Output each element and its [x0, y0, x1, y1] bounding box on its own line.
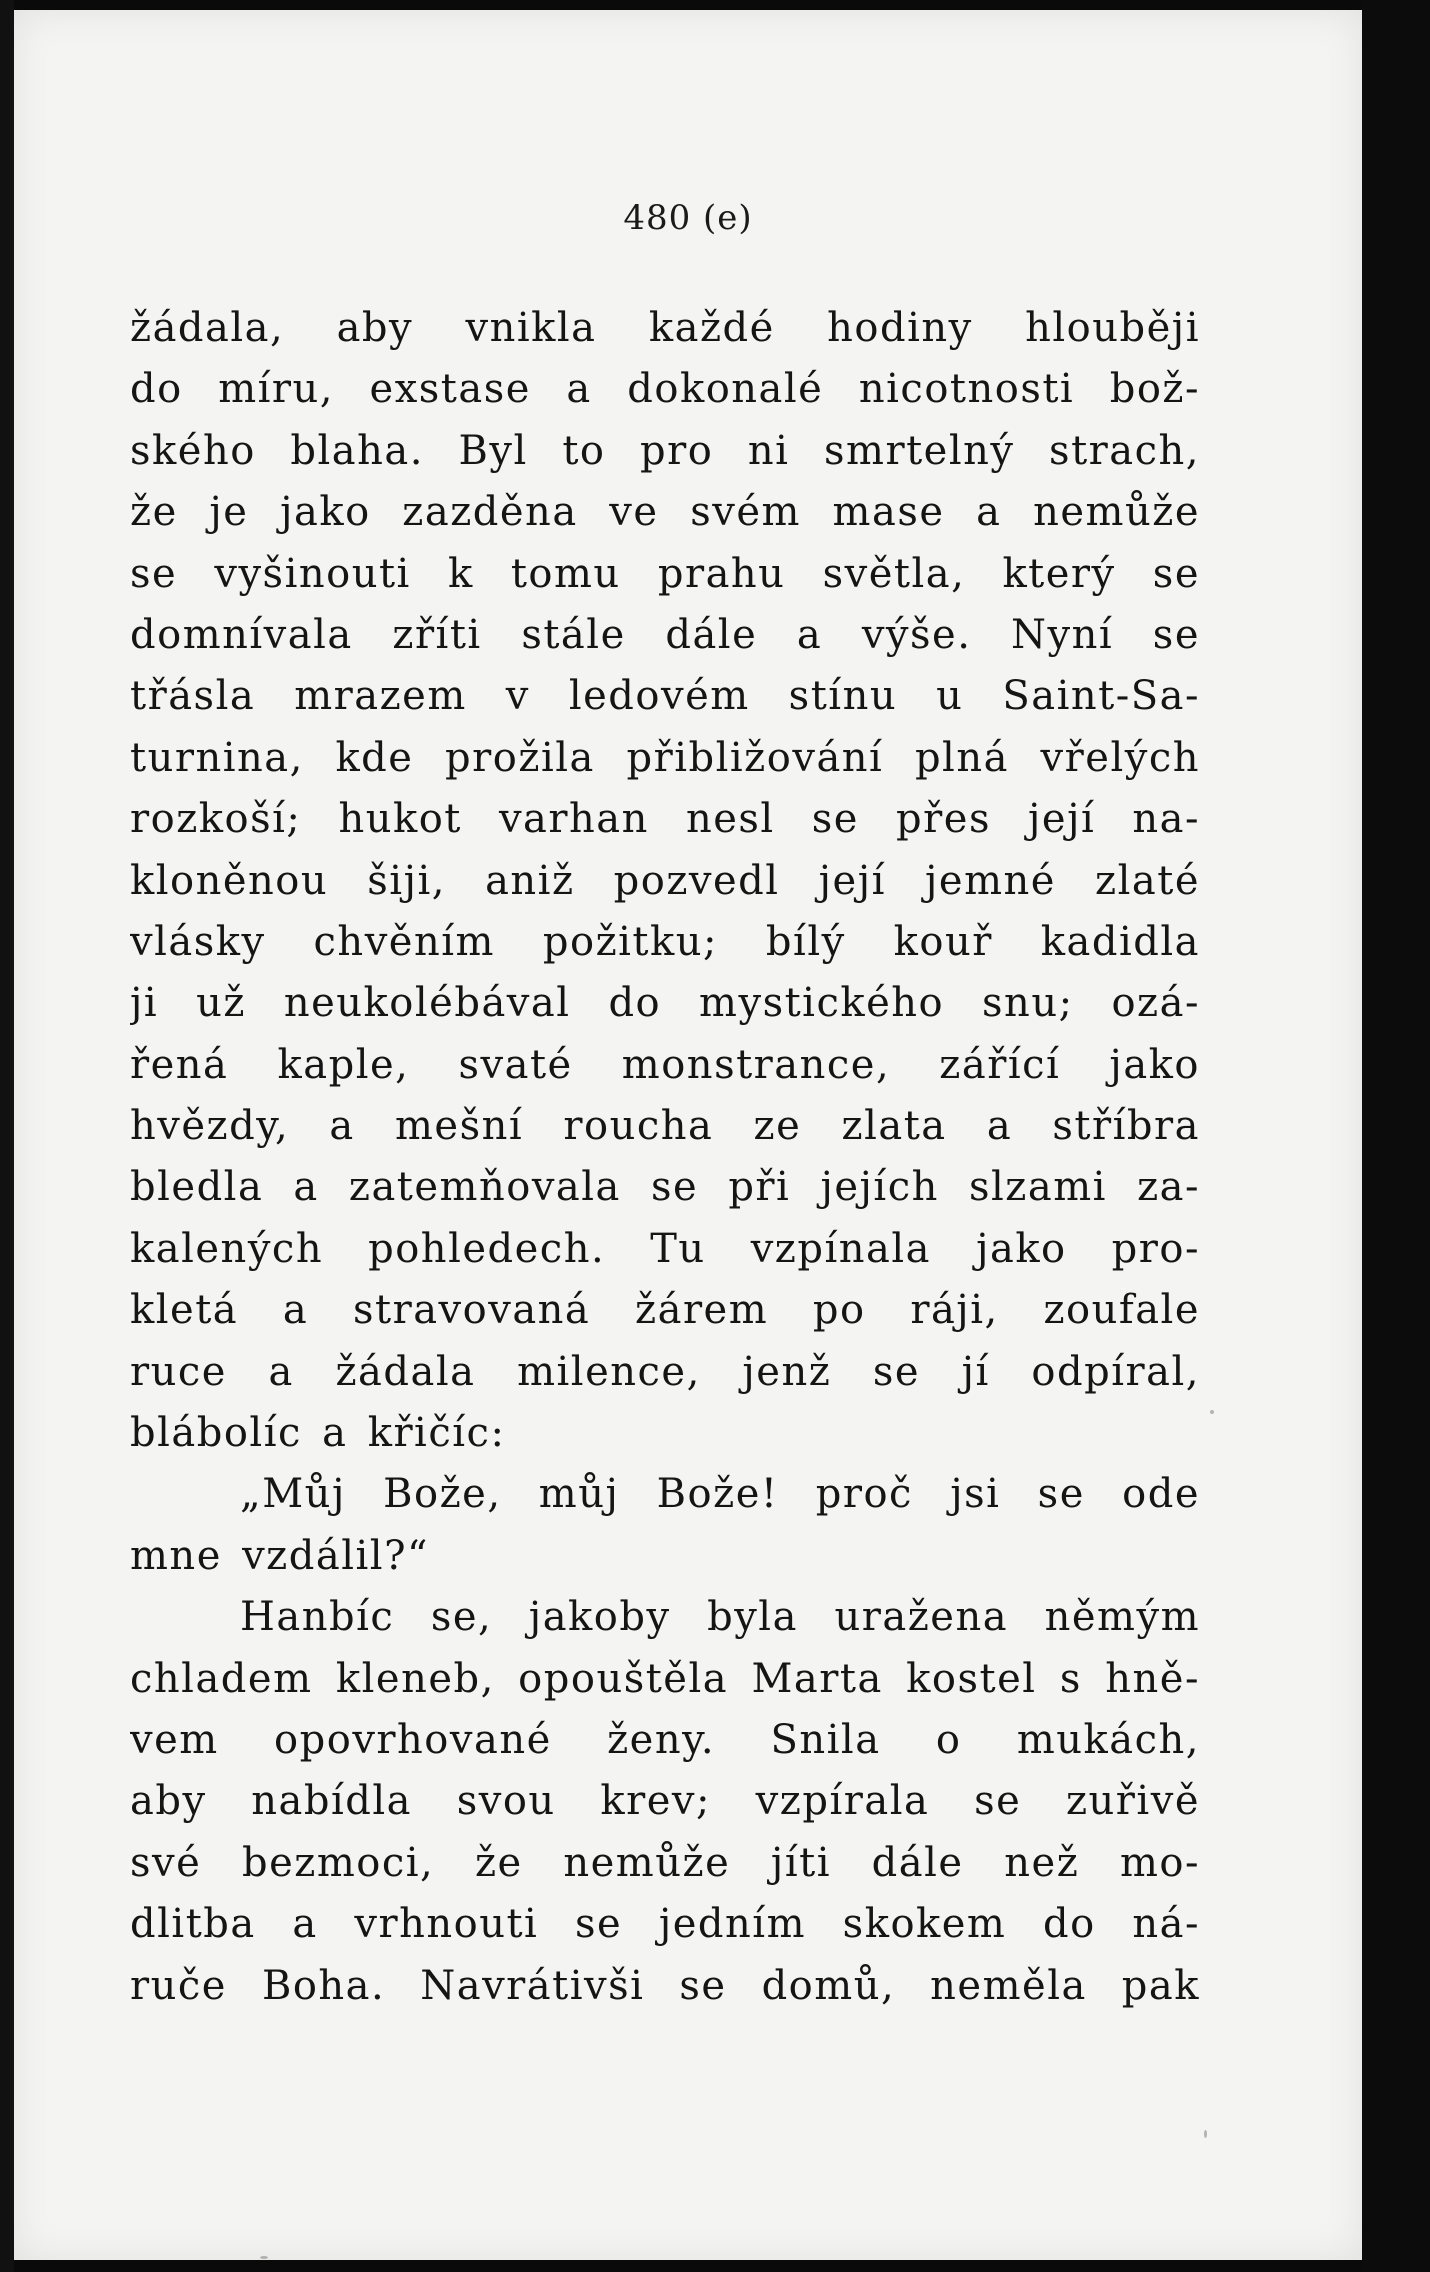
text-line: Hanbíc se, jakoby byla uražena němým — [240, 1594, 1200, 1641]
text-line: vem opovrhované ženy. Snila o mukách, — [130, 1716, 1200, 1763]
scan-right-edge — [1362, 0, 1430, 2272]
text-line: kloněnou šiji, aniž pozvedl její jemné zlaté — [130, 857, 1200, 904]
text-line: turnina, kde prožila přibližování plná vřelých — [130, 734, 1200, 781]
text-line: kletá a stravovaná žárem po ráji, zoufale — [130, 1287, 1200, 1334]
text-line: třásla mrazem v ledovém stínu u Saint-Sa- — [130, 673, 1200, 720]
text-line: vlásky chvěním požitku; bílý kouř kadidla — [130, 918, 1200, 965]
book-page — [14, 10, 1362, 2260]
text-line: bledla a zatemňovala se při jejích slzami za- — [130, 1164, 1200, 1211]
paper-speck — [1210, 1410, 1214, 1414]
text-line: domnívala zříti stále dále a výše. Nyní se — [130, 611, 1200, 658]
body-text — [130, 298, 1200, 2017]
text-line: kalených pohledech. Tu vzpínala jako pro- — [130, 1225, 1200, 1272]
text-line: chladem kleneb, opouštěla Marta kostel s hně- — [130, 1655, 1200, 1702]
text-line: ruce a žádala milence, jenž se jí odpíral, — [130, 1348, 1200, 1395]
text-line: „Můj Bože, můj Bože! proč jsi se ode — [240, 1471, 1200, 1518]
text-line: že je jako zazděna ve svém mase a nemůže — [130, 489, 1200, 536]
paper-speck — [1204, 2130, 1207, 2138]
text-line: se vyšinouti k tomu prahu světla, který se — [130, 550, 1200, 597]
scan-left-edge — [0, 0, 14, 2272]
text-line: žádala, aby vnikla každé hodiny hlouběji — [130, 305, 1200, 351]
paper-speck — [260, 2256, 268, 2259]
text-line: ského blaha. Byl to pro ni smrtelný strach, — [130, 427, 1200, 474]
text-line: řená kaple, svaté monstrance, zářící jako — [130, 1041, 1200, 1088]
text-line: aby nabídla svou krev; vzpírala se zuřivě — [130, 1778, 1200, 1825]
text-line: do míru, exstase a dokonalé nicotnosti bož- — [130, 366, 1200, 413]
text-line: ruče Boha. Navrátivši se domů, neměla pak — [130, 1962, 1200, 2009]
text-line: ji už neukolébával do mystického snu; ozá- — [130, 980, 1200, 1027]
text-line: své bezmoci, že nemůže jíti dále než mo- — [130, 1839, 1200, 1886]
text-line: mne vzdálil?“ — [130, 1532, 429, 1579]
text-line: hvězdy, a mešní roucha ze zlata a stříbra — [130, 1103, 1200, 1150]
text-line: blábolíc a křičíc: — [130, 1410, 506, 1457]
text-line: dlitba a vrhnouti se jedním skokem do ná- — [130, 1901, 1200, 1948]
page-number: 480 (e) — [623, 198, 753, 238]
text-line: rozkoší; hukot varhan nesl se přes její na- — [130, 796, 1200, 843]
